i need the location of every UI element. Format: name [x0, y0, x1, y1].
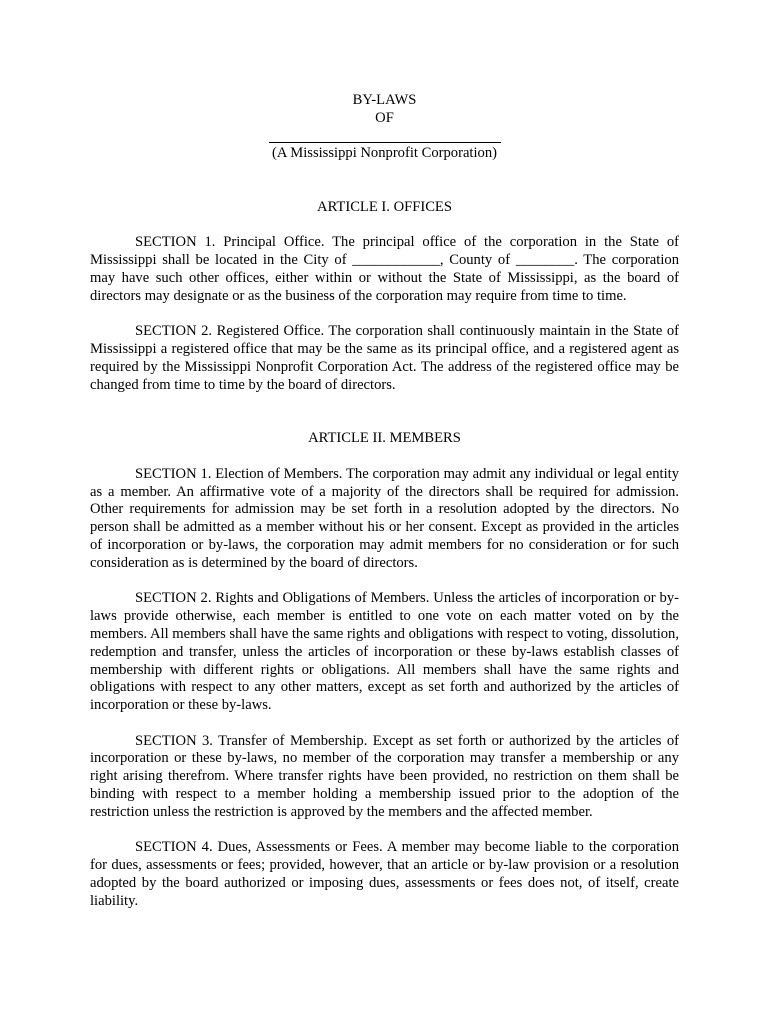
document-subtitle: (A Mississippi Nonprofit Corporation) — [272, 145, 497, 162]
document-page — [90, 92, 679, 911]
article-1-section-1: SECTION 1. Principal Office. The principal office of the corporation in the State of Mississippi shall be located in the City of ____________, County of ________. The corporation may have such other offices, either within or without the State of Mississippi, as the board of directors may designate or as the business of the corporation may require from time to time. — [90, 234, 679, 304]
article-2-section-2: SECTION 2. Rights and Obligations of Members. Unless the articles of incorporation or by-laws provide otherwise, each member is entitled to one vote on each matter voted on by the members. All members shall have the same rights and obligations with respect to voting, dissolution, redemption and transfer, unless the articles of incorporation or these by-laws establish classes of membership with different rights or obligations. All members shall have the same rights and obligations with respect to any other matters, except as set forth and authorized by the articles of incorporation or these by-laws. — [90, 590, 679, 714]
article-1-heading: ARTICLE I. OFFICES — [317, 198, 452, 215]
article-1-section-2: SECTION 2. Registered Office. The corporation shall continuously maintain in the State of Mississippi a registered office that may be the same as its principal office, and a registered agent as required by the Mississippi Nonprofit Corporation Act. The address of the registered office may be changed from time to time by the board of directors. — [90, 323, 679, 393]
document-title: BY-LAWS — [352, 92, 417, 108]
article-2-heading: ARTICLE II. MEMBERS — [308, 430, 461, 447]
article-2-section-1: SECTION 1. Election of Members. The corporation may admit any individual or legal entity as a member. An affirmative vote of a majority of the directors shall be required for admission. Other requirements for admission may be set forth in a resolution adopted by the directors. No person shall be admitted as a member without his or her consent. Except as provided in the articles of incorporation or by-laws, the corporation may admit members for no consideration or for such consideration as is determined by the board of directors. — [90, 465, 679, 571]
article-2-section-4: SECTION 4. Dues, Assessments or Fees. A member may become liable to the corporation for dues, assessments or fees; provided, however, that an article or by-law provision or a resolution adopted by the board authorized or imposing dues, assessments or fees does not, of itself, create liability. — [90, 839, 679, 909]
corporation-name-blank — [90, 128, 679, 146]
document-of: OF — [375, 109, 394, 126]
article-2-section-3: SECTION 3. Transfer of Membership. Except as set forth or authorized by the articles of incorporation or these by-laws, no member of the corporation may transfer a membership or any right arising therefrom. Where transfer rights have been provided, no restriction on them shall be binding with respect to a member holding a membership issued prior to the adoption of the restriction unless the restriction is approved by the members and the affected member. — [90, 732, 679, 820]
